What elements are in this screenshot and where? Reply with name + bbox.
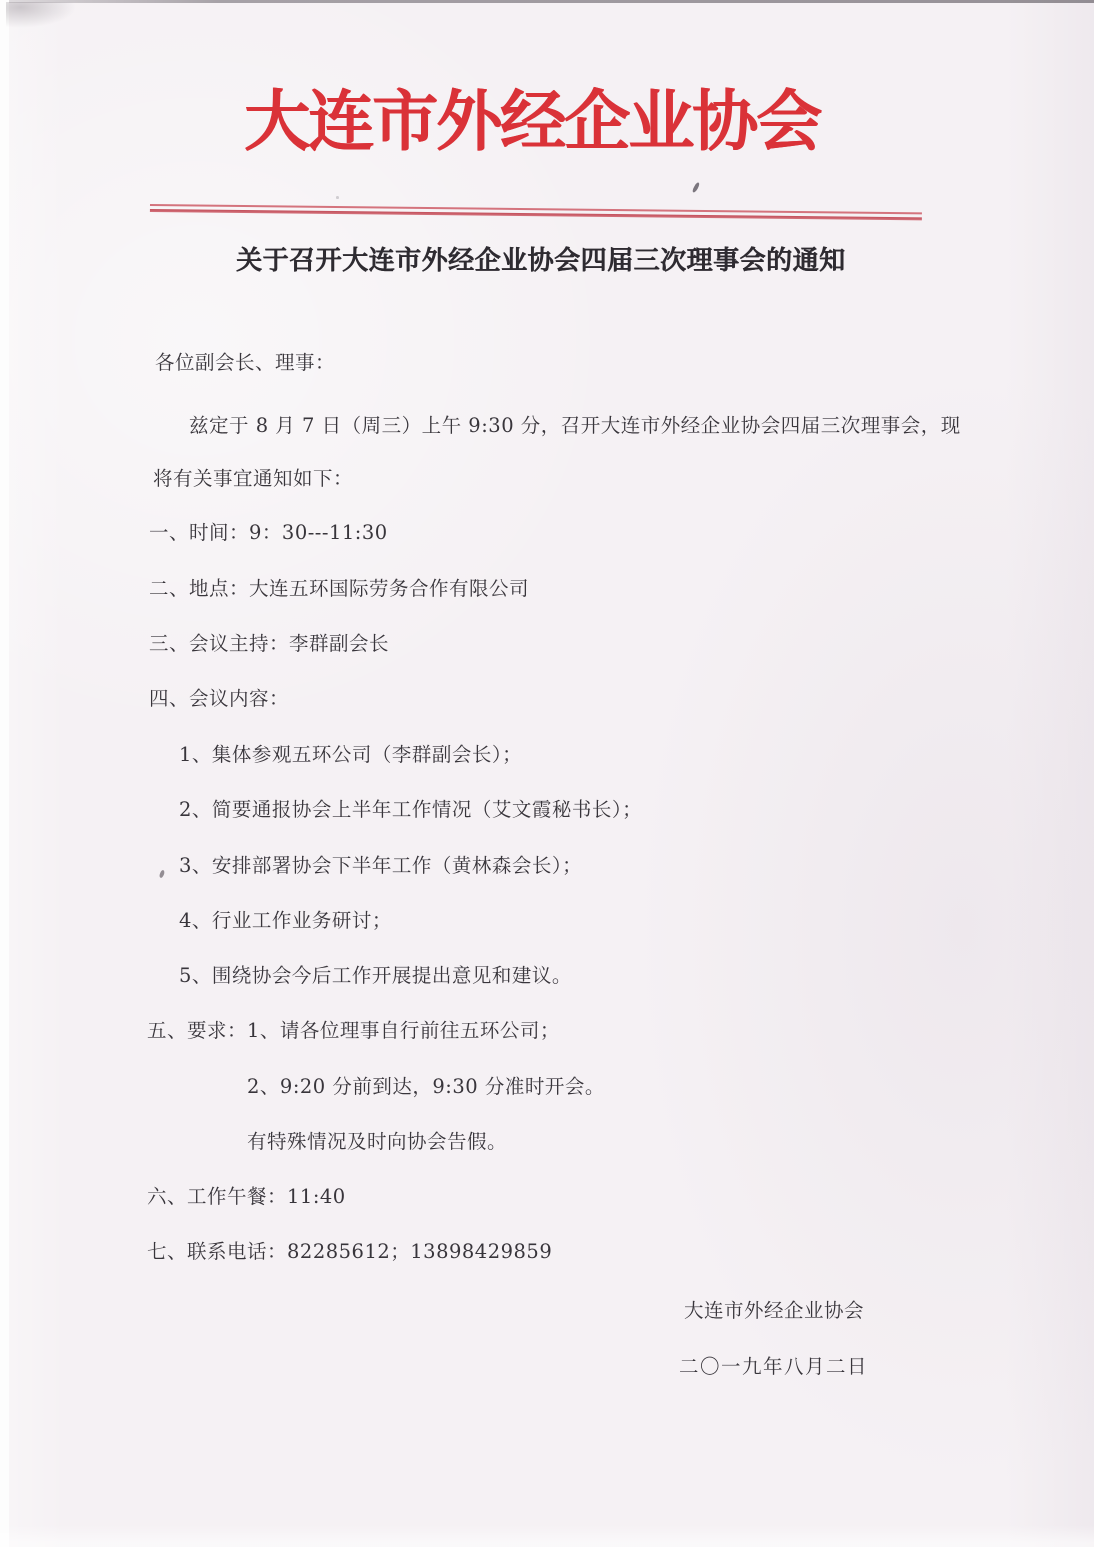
- section-phone-line: 七、联系电话：82285612；13898429859: [147, 1240, 553, 1263]
- agenda-item-3: 3、安排部署协会下半年工作（黄林森会长）；: [179, 854, 583, 877]
- letterhead-divider: [150, 204, 922, 220]
- agenda-item-4: 4、行业工作业务研讨；: [179, 909, 392, 932]
- agenda-item-5: 5、围绕协会今后工作开展提出意见和建议。: [179, 964, 572, 987]
- section-host-line: 三、会议主持：李群副会长: [149, 632, 390, 655]
- letterhead-org-name: 大连市外经企业协会: [244, 82, 820, 160]
- signature-org: 大连市外经企业协会: [684, 1299, 865, 1322]
- salutation-line: 各位副会长、理事：: [155, 351, 336, 374]
- requirement-note: 有特殊情况及时向协会告假。: [247, 1130, 508, 1153]
- section-time-line: 一、时间：9：30---11:30: [149, 521, 388, 544]
- section-lunch-line: 六、工作午餐：11:40: [147, 1185, 346, 1208]
- section-requirements-line: 五、要求：1、请各位理事自行前往五环公司；: [147, 1019, 560, 1042]
- agenda-item-2: 2、简要通报协会上半年工作情况（艾文霞秘书长）；: [179, 798, 643, 821]
- scan-bottom-fade: [0, 1525, 1094, 1547]
- intro-paragraph-line-1: 兹定于 8 月 7 日（周三）上午 9:30 分，召开大连市外经企业协会四届三次理事会，现: [189, 414, 961, 437]
- intro-paragraph-line-2: 将有关事宜通知如下：: [153, 467, 354, 490]
- section-agenda-heading: 四、会议内容：: [149, 687, 290, 710]
- scan-speck: [692, 182, 701, 194]
- scan-left-strip: [0, 0, 9, 1547]
- scan-corner-smudge: [6, 2, 76, 28]
- scan-speck: [336, 196, 339, 199]
- notice-title: 关于召开大连市外经企业协会四届三次理事会的通知: [236, 246, 846, 276]
- signature-date: 二〇一九年八月二日: [679, 1355, 869, 1378]
- requirement-item-2: 2、9:20 分前到达，9:30 分准时开会。: [247, 1075, 605, 1098]
- scan-top-edge: [0, 0, 1094, 3]
- section-location-line: 二、地点：大连五环国际劳务合作有限公司: [149, 577, 530, 600]
- agenda-item-1: 1、集体参观五环公司（李群副会长）；: [179, 743, 523, 766]
- scan-speck: [159, 870, 166, 879]
